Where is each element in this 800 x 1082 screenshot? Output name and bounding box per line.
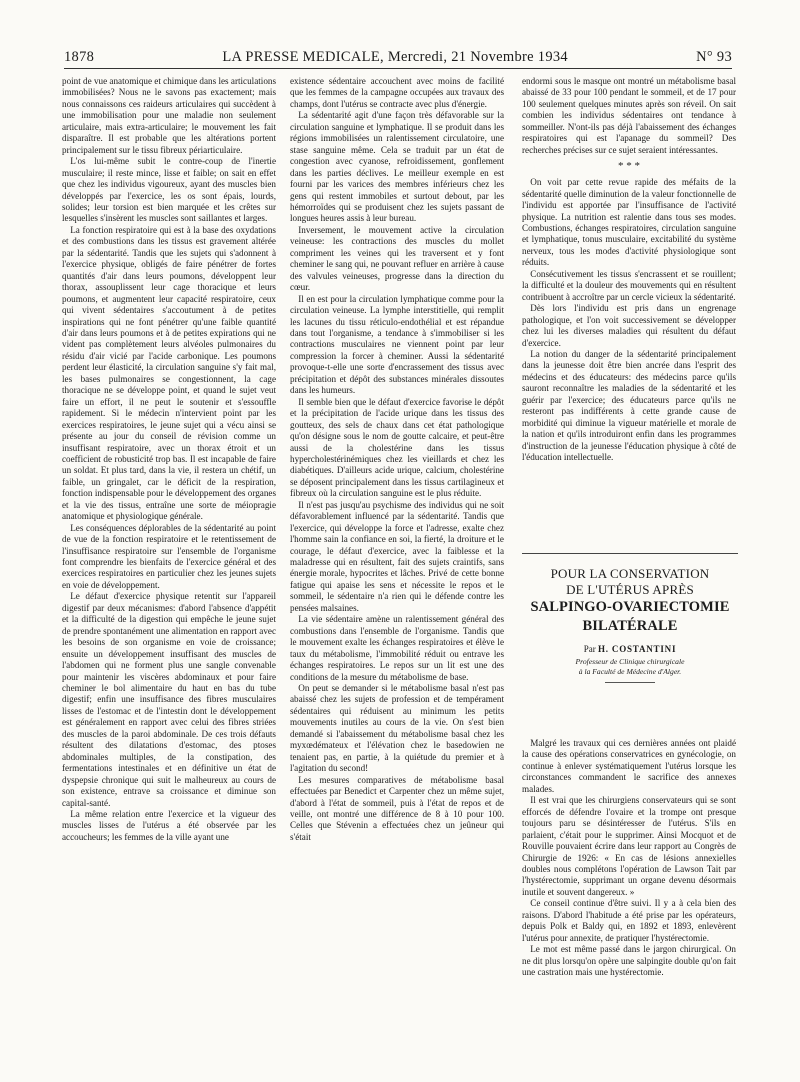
text-column-3: [522, 76, 736, 548]
article-title-line-3: SALPINGO-OVARIECTOMIE: [530, 599, 730, 615]
affiliation-line-1: Professeur de Clinique chirurgicale: [575, 657, 685, 666]
column3-conclusion-text: [522, 177, 736, 463]
paragraph: Inversement, le mouvement active la circulation veineuse: les contractions des muscles du mollet compriment les veines qui les traversent et y font cheminer le sang qui, ne pouvant refluer en arrière à cause des valvules veineuses, progresse dans la direction du cœur.: [290, 224, 504, 293]
paragraph: Le mot est même passé dans le jargon chirurgical. On ne dit plus lorsqu'on opère une salpingite double qu'on fait une castration mais une hystérectomie.: [522, 944, 736, 978]
section-separator-stars: * * *: [618, 160, 640, 173]
page-number: 1878: [64, 49, 95, 65]
author-affiliation: [522, 657, 738, 676]
byline-prefix: Par: [583, 644, 596, 654]
affiliation-line-2: à la Faculté de Médecine d'Alger.: [578, 666, 682, 676]
paragraph: Consécutivement les tissus s'encrassent et se rouillent; la difficulté et la douleur des mouvements qui en résultent contribuent à accroître par un cercle vicieux la sédentarité.: [522, 268, 736, 302]
paragraph: L'os lui-même subit le contre-coup de l'inertie musculaire; il reste mince, lisse et faible; on sait en effet que chez les individus vigoureux, ayant des muscles bien développés par l'exercice, les os sont épais, lourds, solides; leur torsion est bien marquée et les crêtes sur lesquelles s'insèrent les muscles sont saillantes et larges.: [62, 156, 276, 224]
text-column-2: [290, 76, 504, 1076]
paragraph: Les mesures comparatives de métabolisme basal effectuées par Benedict et Carpenter chez un même sujet, d'abord à l'état de sommeil, puis à l'état de repos et de veille, ont montré une différence de 8 à 10 pour 100. Celles que Stévenin a effectuées chez un jeûneur qui s'était: [290, 774, 504, 842]
article-title-line-4: BILATÉRALE: [582, 618, 678, 634]
paragraph: Le défaut d'exercice physique retentit sur l'appareil digestif par deux mécanismes: d'abord l'absence d'appétit et la difficulté de la digestion qui empêche le jeune sujet de prendre spontanément une alimentation en rapport avec les besoins de son organisme en voie de croissance; ensuite un développement insuffisant des muscles de l'abdomen qui ne forment plus une sangle convenable pour maintenir les viscères abdominaux et pour faire cheminer le bol alimentaire du haut en bas du tube digestif; enfin une insuffisance des fibres musculaires lisses de l'estomac et de l'intestin dont le développement est généralement en rapport avec celui des fibres striées des muscles de la paroi abdominale. De ces trois défauts résultent des dilatations d'estomac, des ptoses abdominales multiples, de la constipation, des fermentations intestinales et en définitive un état de dyspepsie chronique qui suit le malheureux au cours de son existence, entrave sa croissance et diminue son capital-santé.: [62, 591, 276, 808]
paragraph: Il semble bien que le défaut d'exercice favorise le dépôt et la précipitation de l'acide urique dans les tissus des goutteux, des sels de chaux dans cet état pathologique qu'on désigne sous le nom de goutte calcaire, et peut-être aussi de la cholestérine dans les tissus hypercholestérinémiques chez les vieillards et chez les diabétiques. D'ailleurs acide urique, calcium, cholestérine se déposent principalement dans les tissus cartilagineux et fibreux où la circulation sanguine est le plus réduite.: [290, 396, 504, 499]
paragraph: endormi sous le masque ont montré un métabolisme basal abaissé de 33 pour 100 pendant le sommeil, et de 17 pour 100 seulement quelques minutes après son réveil. On sait combien les individus sédentaires ont tendance à sommeiller. N'ont-ils pas déjà l'abaissement des échanges respiratoires qui est l'apanage du sommeil? Des recherches précises sur ce sujet seraient intéressantes.: [522, 76, 736, 155]
paragraph: On voit par cette revue rapide des méfaits de la sédentarité quelle diminution de la valeur fonctionnelle de l'individu est apportée par l'insuffisance de l'activité physique. La nutrition est ralentie dans tous ses modes. Combustions, échanges respiratoires, circulation sanguine et lymphatique, tonus musculaire, excitabilité du système nerveux, tous les modes d'activité physiologique sont réduits.: [522, 177, 736, 268]
text-column-1: [62, 76, 276, 1076]
article-byline: [522, 644, 738, 654]
paragraph: La notion du danger de la sédentarité principalement dans la jeunesse doit être bien ancrée dans l'esprit des médecins et des éducateurs: des médecins parce qu'ils sauront reconnaître les maladies de la sédentarité et les guérir par l'exercice; des éducateurs parce qu'ils ne resteront pas indifférents à cette grande cause de morbidité qui diminue la vigueur matérielle et morale de la nation et qu'ils introduiront enfin dans les programmes d'instruction de la jeunesse l'éducation physique à côté de l'éducation intellectuelle.: [522, 348, 736, 463]
byline-rule: [605, 682, 655, 683]
article-heading: [522, 566, 738, 683]
paragraph: Il est vrai que les chirurgiens conservateurs qui se sont efforcés de défendre l'ovaire et la trompe ont presque toujours paru se désintéresser de l'utérus. S'ils en parlaient, c'était pour le supprimer. Ainsi Mocquot et de Rouville pouvaient écrire dans leur rapport au Congrès de Chirurgie de 1926: « En cas de lésions annexielles doubles nous complétons l'opération de Lawson Tait par l'hystérectomie, supprimant un organe devenu désormais inutile et souvent dangereux. »: [522, 795, 736, 897]
paragraph: Dès lors l'individu est pris dans un engrenage pathologique, et l'on voit successivement se développer chez lui les diverses maladies qui résultent du défaut d'exercice.: [522, 303, 736, 348]
paragraph: Malgré les travaux qui ces dernières années ont plaidé la cause des opérations conservatrices en gynécologie, on continue à enlever systématiquement l'utérus lorsque les circonstances commandent le sacrifice des annexes malades.: [522, 738, 736, 794]
page-header: [64, 44, 732, 69]
paragraph: La fonction respiratoire qui est à la base des oxydations et des combustions dans les tissus est gravement altérée par la sédentarité. Tandis que les sujets qui s'adonnent à l'exercice physique, obligés de faire pénétrer de fortes quantités d'air dans leurs poumons, développent leur thorax, assouplissent leur cage thoracique et leurs poumons, et augmentent leur capacité respiratoire, ceux qui vivent sédentaires s'accoutument à de petites inspirations qui ne font pénétrer qu'une faible quantité d'air dans leurs poumons et à de petites expirations qui ne vident pas complètement leurs alvéoles pulmonaires du résidu d'air vicié par l'acide carbonique. Les poumons perdent leur élasticité, la circulation sanguine s'y fait mal, les bases pulmonaires se congestionnent, la cage thoracique ne se développe point, et quand le sujet veut faire un effort, il ne peut le soutenir et s'essouffle rapidement. Si le médecin n'intervient point par les exercices respiratoires, le jeune sujet qui a vécu ainsi se présente au jour du conseil de révision comme un insuffisant respiratoire, avec un thorax étroit et un coefficient de robusticité trop bas. Il est incapable de faire un soldat. Et plus tard, dans la vie, il restera un chétif, un faible, un gringalet, car le déficit de la respiration, fonction indispensable pour le développement des organes et la vie des tissus, entraîne une sorte de méiopragie anatomique et physiologique générale.: [62, 224, 276, 522]
paragraph: existence sédentaire accouchent avec moins de facilité que les femmes de la campagne occupées aux travaux des champs, dont l'utérus se contracte avec plus d'énergie.: [290, 76, 504, 109]
paragraph: Il n'est pas jusqu'au psychisme des individus qui ne soit défavorablement influencé par la sédentarité. Tandis que l'exercice, qui développe la force et l'adresse, exalte chez l'homme sain la confiance en soi, la fierté, la droiture et le courage, le défaut d'exercice, avec la faiblesse et la maladresse qui en résultent, fait des sujets craintifs, sans énergie morale, hypocrites et lâches. Privé de cette bonne fatigue qui apaise les sens et nécessite le repos et le sommeil, le sédentaire n'a rien qui le défende contre les pensées malsaines.: [290, 499, 504, 613]
paragraph: Ce conseil continue d'être suivi. Il y a à cela bien des raisons. D'abord l'habitude a été prise par les opérateurs, depuis Polk et Baldy qui, en 1892 et 1893, enlevèrent l'utérus pour annexite, de pratiquer l'hystérectomie.: [522, 898, 736, 943]
journal-date-line: [222, 49, 568, 66]
paragraph: La sédentarité agit d'une façon très défavorable sur la circulation sanguine et lymphatique. Il se produit dans les régions immobilisées un ralentissement circulatoire, une stase sanguine même. Cela se traduit par un état de congestion avec cyanose, refroidissement, gonflement dans les parties déclives. Le meilleur exemple en est fourni par les varices des membres inférieurs chez les gens qui restent immobiles et surtout debout, par les hémorroïdes qui se produisent chez les sujets passant de longues heures assis à leur bureau.: [290, 110, 504, 224]
article-author: H. COSTANTINI: [598, 644, 677, 654]
paragraph: La vie sédentaire amène un ralentissement général des combustions dans l'ensemble de l'organisme. Tandis que le mouvement exalte les échanges respiratoires et élève le taux du métabolisme, l'immobilité réduit ou entrave les échanges respiratoires. Le repos sur un lit est une des conditions de la mesure du métabolisme de base.: [290, 614, 504, 682]
issue-number: N° 93: [696, 49, 732, 65]
paragraph: La même relation entre l'exercice et la vigueur des muscles lisses de l'utérus a été observée par les accoucheurs; les femmes de la ville ayant une: [62, 809, 276, 842]
article-divider: [522, 553, 738, 554]
paragraph: On peut se demander si le métabolisme basal n'est pas abaissé chez les sujets de profession et de tempérament sédentaires qui réduisent au minimum les petits mouvements inutiles au cours de la vie. On s'est bien demandé si l'abaissement du métabolisme basal chez les myxœdémateux et l'élévation chez le basedowien ne tenaient pas, en partie, à la quiétude du premier et à l'agitation du second!: [290, 683, 504, 774]
paragraph: Les conséquences déplorables de la sédentarité au point de vue de la fonction respiratoire et le retentissement de l'insuffisance respiratoire sur l'ensemble de l'organisme font comprendre les bienfaits de l'exercice général et des exercices respiratoires en particulier chez les jeunes sujets en voie de développement.: [62, 522, 276, 590]
journal-name: LA PRESSE MEDICALE,: [222, 49, 384, 65]
article-title-line-1: POUR LA CONSERVATION: [550, 566, 710, 581]
paragraph: Il en est pour la circulation lymphatique comme pour la circulation veineuse. La lymphe interstitielle, qui remplit les lacunes du tissu réticulo-endothélial et est répandue dans tout l'organisme, a tendance à s'immobiliser si les contractions musculaires ne viennent point par leur compression la forcer à cheminer. Aussi la sédentarité provoque-t-elle une sorte d'encrassement des tissus avec précipitation et dépôt des substances minérales dissoutes dans les humeurs.: [290, 293, 504, 396]
article-body-text: [522, 738, 736, 1078]
column3-opening-text: [522, 76, 736, 156]
paragraph: point de vue anatomique et chimique dans les articulations immobilisées? Nous ne le savons pas exactement; mais nous connaissons ces raideurs articulaires qui succèdent à une immobilisation pour une maladie non seulement articulaire, mais extra-articulaire; le mouvement les fait disparaître. Il est probable que les altérations portent principalement sur le tissu fibreux périarticulaire.: [62, 76, 276, 155]
issue-date: Mercredi, 21 Novembre 1934: [387, 49, 568, 65]
article-title-line-2: DE L'UTÉRUS APRÈS: [566, 582, 694, 597]
